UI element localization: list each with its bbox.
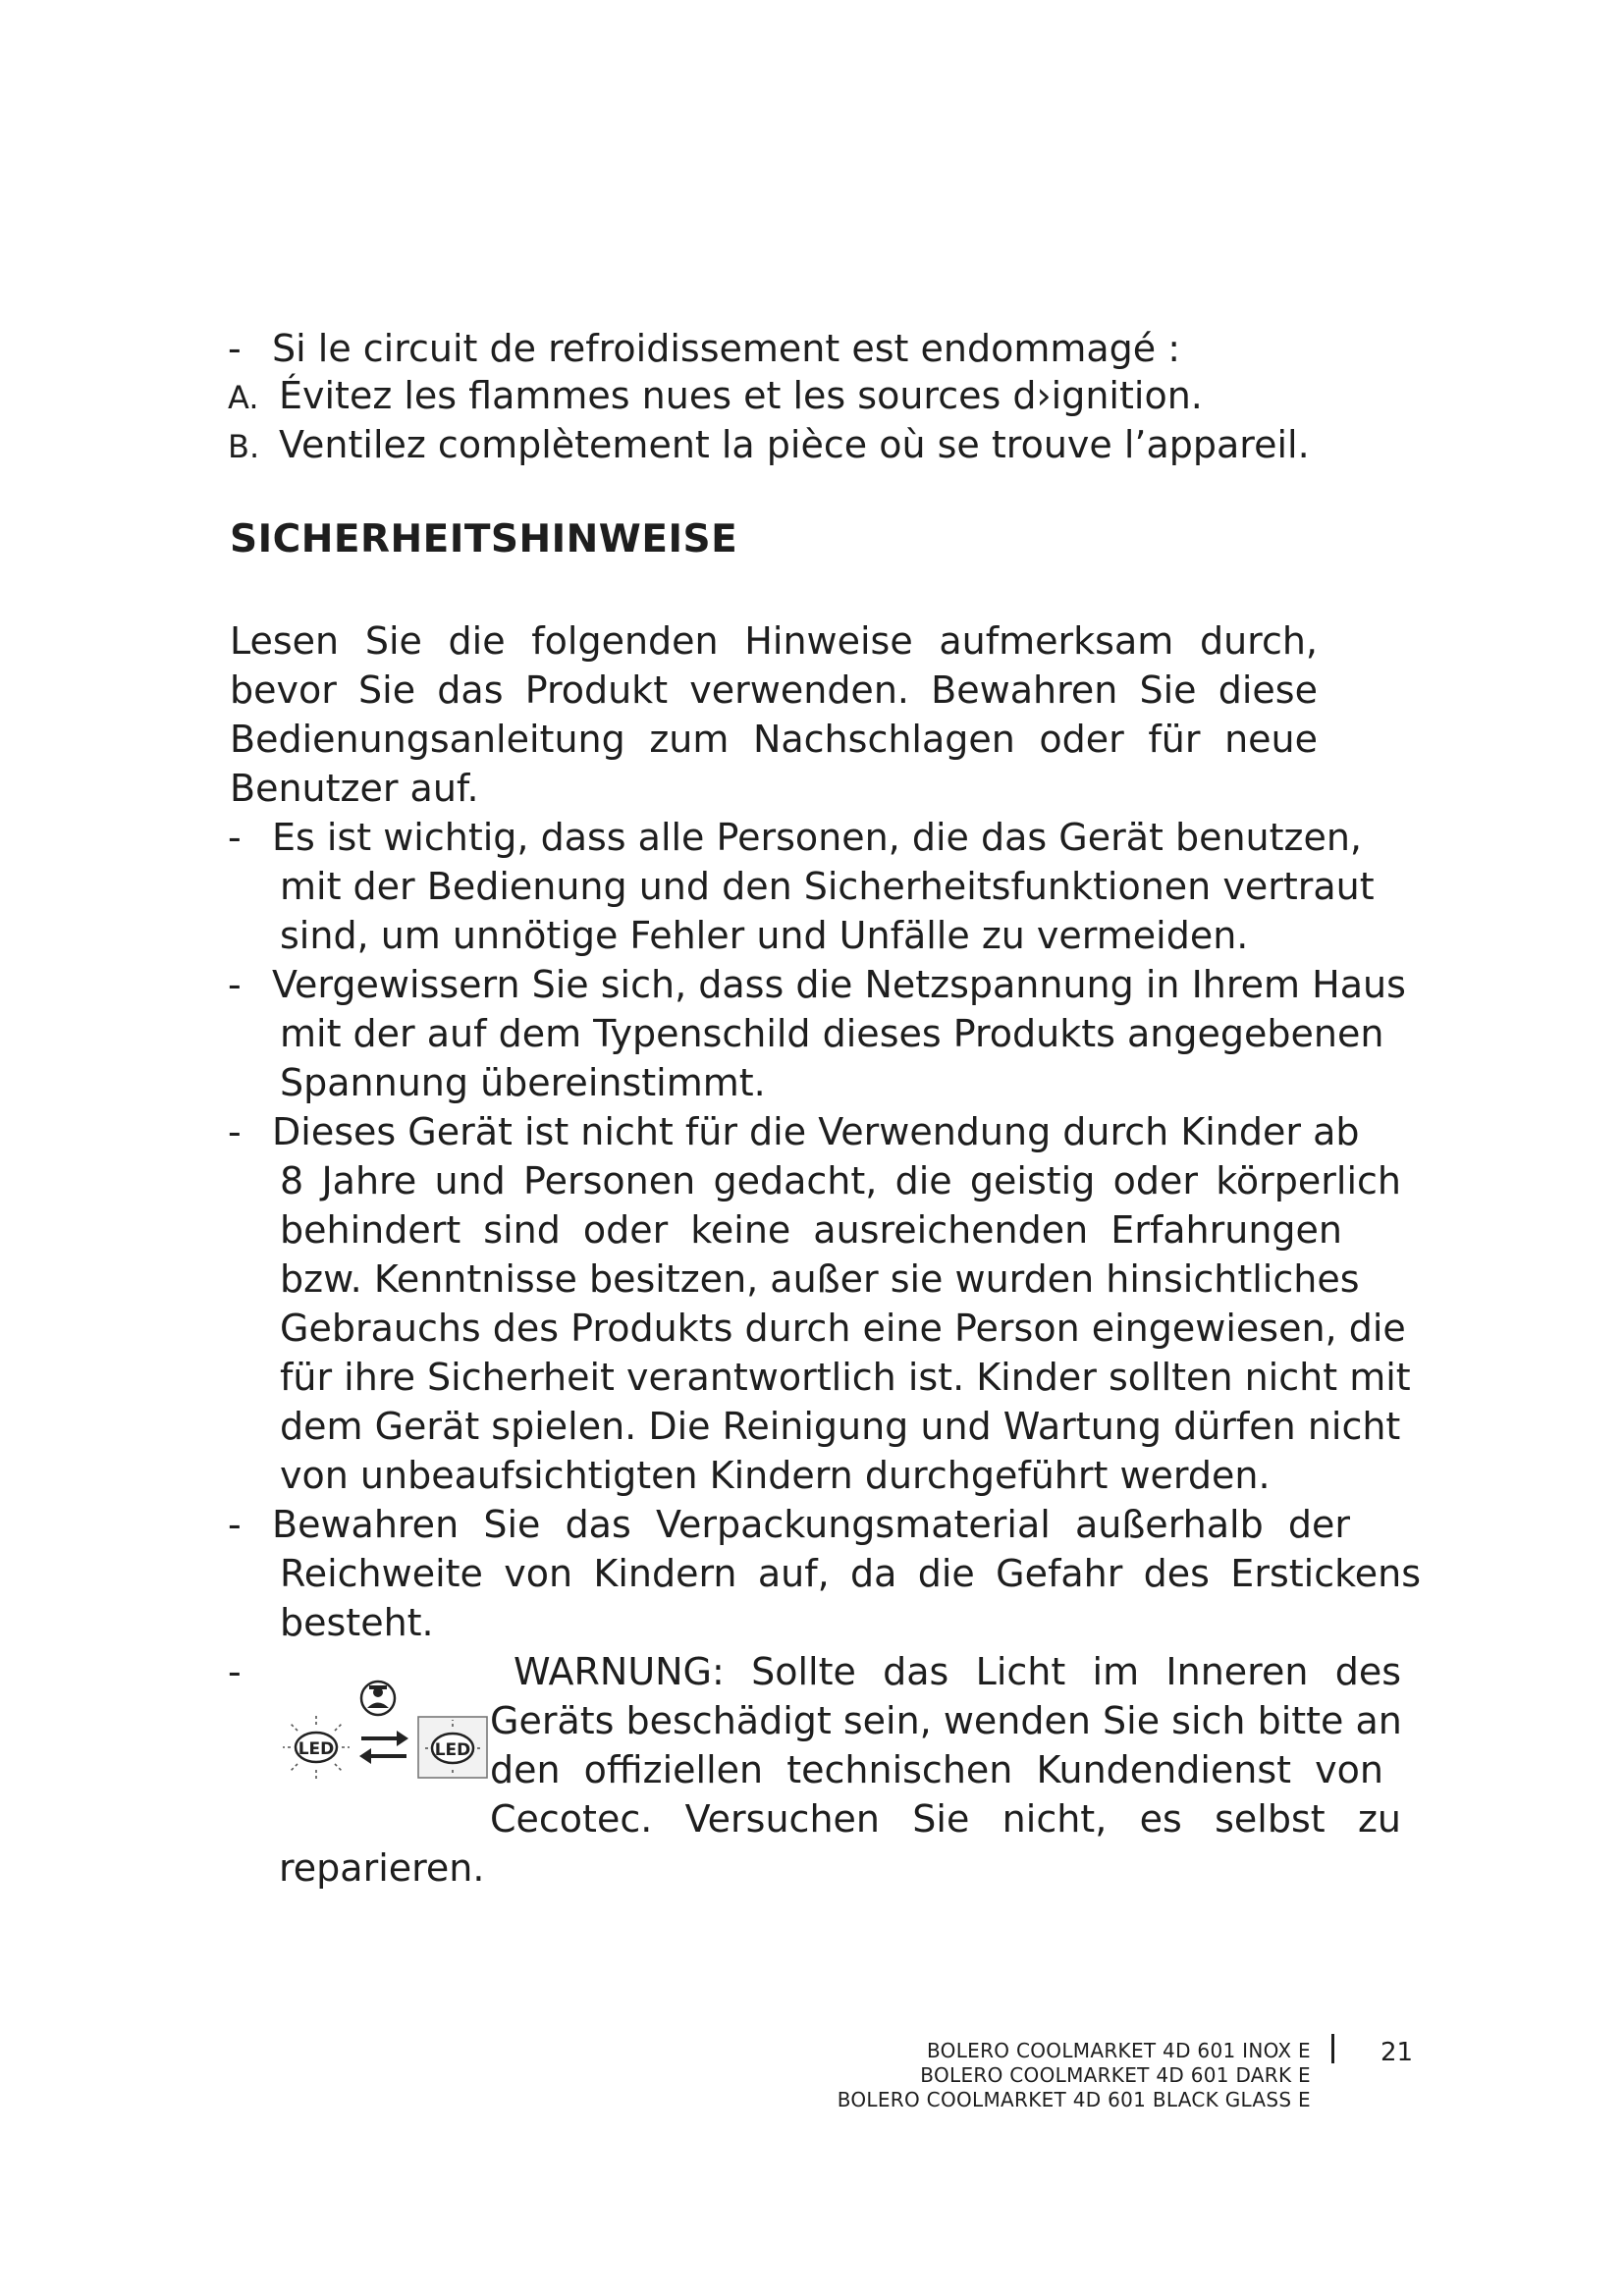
bullet-line: Spannung übereinstimmt. [280, 1061, 766, 1104]
bullet-line: für ihre Sicherheit verantwortlich ist. Kinder sollten nicht mit [280, 1356, 1411, 1399]
warning-line: Cecotec. Versuchen Sie nicht, es selbst zu [490, 1797, 1401, 1841]
footer-model: BOLERO COOLMARKET 4D 601 INOX E [927, 2039, 1311, 2062]
intro-line: bevor Sie das Produkt verwenden. Bewahren Sie diese [230, 668, 1318, 712]
led-replacement-icon [281, 1676, 489, 1791]
warning-paragraph [490, 1647, 1401, 1843]
bullet-item [272, 813, 1375, 960]
technician-icon [361, 1682, 395, 1715]
bullet-line: Reichweite von Kindern auf, da die Gefahr des Erstickens [280, 1552, 1421, 1595]
bullet-line: bzw. Kenntnisse besitzen, außer sie wurden hinsichtliches [280, 1257, 1360, 1301]
warning-line: Geräts beschädigt sein, wenden Sie sich bitte an [490, 1699, 1402, 1742]
bullet-line: behindert sind oder keine ausreichenden Erfahrungen [280, 1208, 1342, 1252]
bullet-dash: - [228, 963, 242, 1006]
section-title: SICHERHEITSHINWEISE [230, 517, 738, 561]
bullet-item [272, 960, 1411, 1107]
bullet-dash: - [228, 1110, 242, 1153]
warning-line: den offiziellen technischen Kundendienst von [490, 1748, 1383, 1791]
bullet-item [272, 1107, 1414, 1500]
bullet-line: Bewahren Sie das Verpackungsmaterial außerhalb der [272, 1503, 1350, 1546]
footer-separator [1331, 2034, 1334, 2063]
bullet-line: besteht. [280, 1601, 434, 1644]
footer-model: BOLERO COOLMARKET 4D 601 DARK E [920, 2063, 1311, 2087]
bullet-line: Gebrauchs des Produkts durch eine Person eingewiesen, die [280, 1307, 1406, 1350]
french-item-a-label: A. [228, 379, 259, 416]
bullet-dash: - [228, 1503, 242, 1546]
bullet-line: Dieses Gerät ist nicht für die Verwendung durch Kinder ab [272, 1110, 1360, 1153]
bullet-dash: - [228, 327, 242, 370]
warning-line: reparieren. [279, 1846, 485, 1890]
bullet-line: Es ist wichtig, dass alle Personen, die das Gerät benutzen, [272, 816, 1363, 859]
swap-arrows-icon [359, 1731, 408, 1764]
intro-line: Benutzer auf. [230, 767, 479, 810]
intro-paragraph [230, 616, 1318, 813]
bullet-dash: - [228, 1650, 242, 1693]
intro-line: Lesen Sie die folgenden Hinweise aufmerksam durch, [230, 619, 1318, 663]
french-item-b-text: Ventilez complètement la pièce où se trouve l’appareil. [279, 423, 1310, 466]
bullet-line: mit der Bedienung und den Sicherheitsfunktionen vertraut [280, 865, 1375, 908]
bullet-line: von unbeaufsichtigten Kindern durchgeführt werden. [280, 1454, 1271, 1497]
intro-line: Bedienungsanleitung zum Nachschlagen oder für neue [230, 718, 1318, 761]
bullet-line: mit der auf dem Typenschild dieses Produkts angegebenen [280, 1012, 1384, 1055]
bullet-line: dem Gerät spielen. Die Reinigung und Wartung dürfen nicht [280, 1405, 1401, 1448]
bullet-dash: - [228, 816, 242, 859]
warning-line: WARNUNG: Sollte das Licht im Inneren des [514, 1650, 1401, 1693]
led-bulb-icon [283, 1715, 350, 1780]
french-intro: Si le circuit de refroidissement est endommagé : [272, 327, 1181, 370]
bullet-line: Vergewissern Sie sich, dass die Netzspannung in Ihrem Haus [272, 963, 1406, 1006]
bullet-line: sind, um unnötige Fehler und Unfälle zu vermeiden. [280, 914, 1249, 957]
led-bulb-boxed-icon [418, 1717, 487, 1778]
french-item-b-label: B. [228, 428, 260, 465]
bullet-line: 8 Jahre und Personen gedacht, die geistig oder körperlich [280, 1159, 1401, 1202]
page-number: 21 [1380, 2038, 1414, 2067]
footer-model: BOLERO COOLMARKET 4D 601 BLACK GLASS E [837, 2088, 1311, 2111]
bullet-item [272, 1500, 1421, 1647]
french-item-a-text: Évitez les flammes nues et les sources d›ignition. [279, 374, 1203, 417]
led-label-left: LED [298, 1739, 335, 1759]
led-label-right: LED [434, 1740, 471, 1760]
